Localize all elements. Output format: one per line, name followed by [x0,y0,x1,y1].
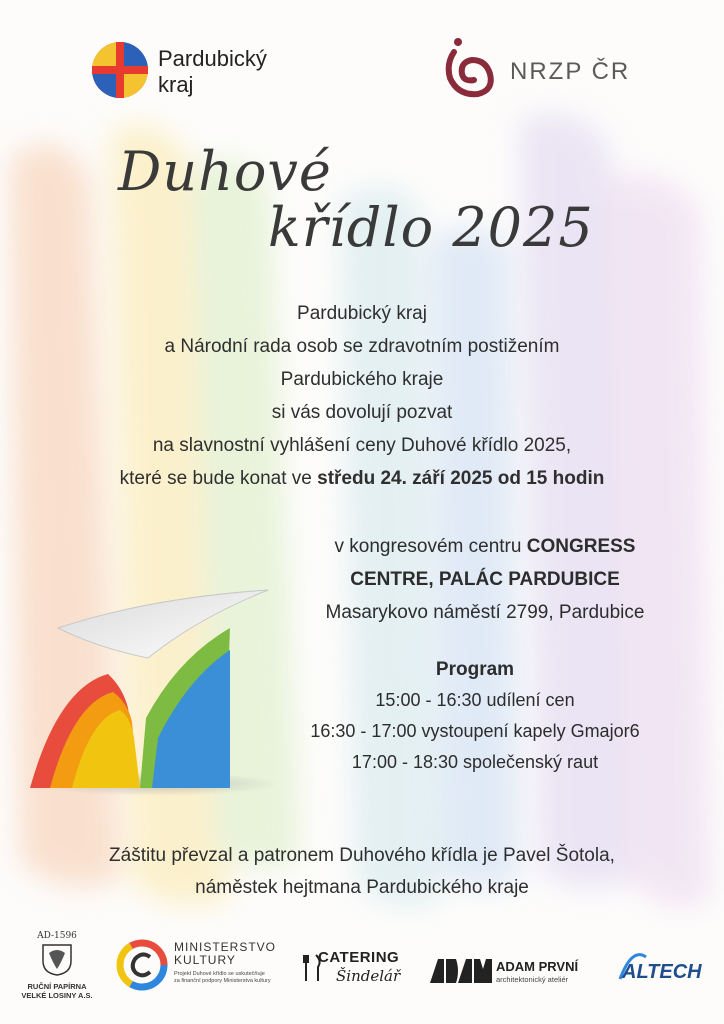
invitation-line: Pardubický kraj [297,303,427,324]
adam-prvni-logo [430,957,605,997]
mk-ring-icon [116,939,168,991]
nrzp-logo-text: NRZP ČR [510,58,631,85]
adam-mark-text [430,987,433,988]
adam-mark-icon [430,959,492,983]
catering-name: CATERING [318,949,400,966]
program-heading: Program [435,659,515,680]
invitation-text [0,297,724,495]
invitation-date-prefix: které se bude konat ve [119,468,318,489]
sponsor-logos [0,925,724,1015]
program-item: 17:00 - 18:30 společenský raut [351,752,599,772]
rainbow-wing-icon [28,588,278,798]
title-line-1: Duhové [118,140,332,203]
venue-text [270,530,700,629]
ministerstvo-kultury-logo [116,939,296,999]
altech-logo [618,951,708,991]
venue-line [270,530,700,563]
invitation-line: si vás dovolují pozvat [271,402,453,423]
patron-line: náměstek hejtmana Pardubického kraje [195,877,529,898]
invitation-line: Pardubického kraje [280,369,444,390]
mk-note-line2: za finanční podpory Ministerstva kultury [174,978,271,984]
patron-text [0,840,724,904]
mk-note-line1: Projekt Duhové křídlo se uskutečňuje [174,971,265,977]
invitation-line: na slavnostní vyhlášení ceny Duhové křídlo 2025, [152,435,572,456]
patron-line: Záštitu převzal a patronem Duhového křídla je Pavel Šotola, [109,845,615,866]
adam-prvni-name: ADAM PRVNÍ [496,959,579,974]
pardubicky-kraj-logo-text: Pardubický kraj [158,46,267,97]
rucni-papirna-logo [18,931,96,1000]
papirna-name: RUČNÍ PAPÍRNA [27,982,87,991]
nrzp-logo [444,34,644,104]
catering-owner: Šindelář [336,967,401,985]
pardubicky-kraj-emblem-icon [90,40,150,100]
venue-line [270,563,700,596]
program-item: 16:30 - 17:00 vystoupení kapely Gmajor6 [310,721,640,741]
invitation-date-line [0,462,724,495]
invitation-line: a Národní rada osob se zdravotním postižením [164,336,560,357]
mk-name-line1: MINISTERSTVO [174,940,277,954]
venue-address: Masarykovo náměstí 2799, Pardubice [325,602,645,623]
mk-name-line2: KULTURY [174,953,236,967]
papirna-year: AD-1596 [37,931,77,941]
program-section [250,654,700,778]
catering-sindelar-logo [302,947,412,997]
nrzp-emblem-icon [444,34,500,100]
adam-prvni-subtitle: architektonický ateliér [496,975,569,984]
venue-name-part: CONGRESS [526,536,636,557]
event-date: středu 24. září 2025 od 15 hodin [317,468,605,489]
altech-name: ALTECH [622,961,702,983]
program-item: 15:00 - 16:30 udílení cen [375,690,575,710]
papirna-location: VELKÉ LOSINY A.S. [21,991,93,1000]
title-line-2: křídlo 2025 [268,196,594,259]
venue-name-part: CENTRE, PALÁC PARDUBICE [350,569,620,590]
pardubicky-kraj-logo [90,40,290,102]
venue-prefix: v kongresovém centru [334,536,527,557]
papirna-crest-icon [37,941,77,977]
